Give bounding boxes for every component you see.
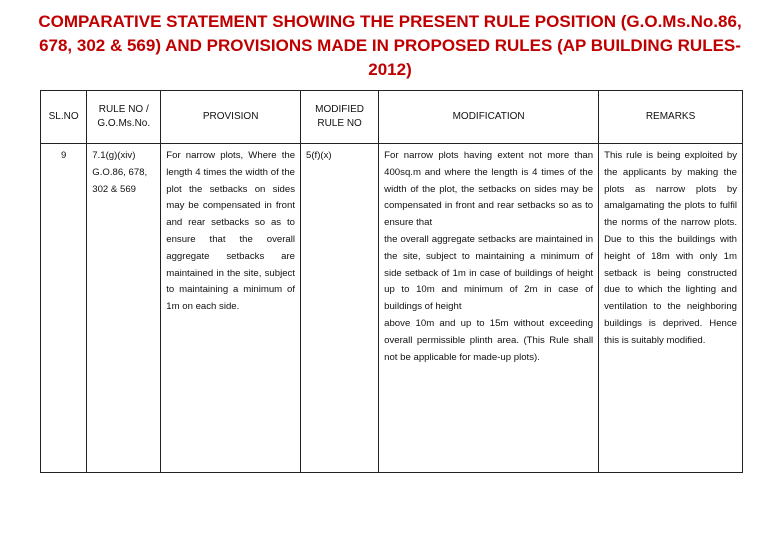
page-title bbox=[30, 10, 750, 82]
title-line-2: 678, 302 & 569) AND PROVISIONS MADE IN PROPOSED RULES (AP BUILDING RULES- bbox=[39, 36, 741, 55]
cell-sl-no: 9 bbox=[41, 144, 87, 473]
header-sl-no: SL.NO bbox=[41, 91, 87, 144]
modification-para-3: above 10m and up to 15m without exceeding overall permissible plinth area. (This Rule shall not be applicable for made-up plots). bbox=[384, 317, 594, 363]
cell-rule-no-line-2: G.O.86, 678, bbox=[92, 166, 148, 178]
cell-modified-rule-no: 5(f)(x) bbox=[301, 144, 379, 473]
header-modification: MODIFICATION bbox=[379, 91, 599, 144]
header-rule-no bbox=[87, 91, 161, 144]
modification-para-1: For narrow plots having extent not more than 400sq.m and where the length is 4 times of the width of the plot, the setbacks on sides may be compensated in front and rear setbacks so as to ensure that bbox=[384, 150, 594, 229]
header-row bbox=[41, 91, 743, 144]
title-line-3: 2012) bbox=[368, 60, 412, 79]
header-provision: PROVISION bbox=[161, 91, 301, 144]
cell-rule-no bbox=[87, 144, 161, 473]
modification-para-2: the overall aggregate setbacks are maintained in the site, subject to maintaining a minimum of side setback of 1m in case of buildings of height up to 10m and minimum of 2m in case of buildings of height bbox=[384, 233, 594, 313]
comparison-table bbox=[40, 90, 743, 473]
cell-rule-no-line-1: 7.1(g)(xiv) bbox=[92, 150, 136, 161]
table-row bbox=[41, 144, 743, 473]
header-modified-line-2: RULE NO bbox=[317, 118, 362, 129]
header-remarks: REMARKS bbox=[599, 91, 743, 144]
cell-remarks: This rule is being exploited by the applicants by making the plots as narrow plots by amalgamating the plots to fulfil the norms of the narrow plots. Due to this the buildings with height of 18m with only 1m setback is being constructed due to which the lighting and ventilation to the neighboring buildings is deprived. Hence this is suitably modified. bbox=[599, 144, 743, 473]
cell-provision: For narrow plots, Where the length 4 times the width of the plot the setbacks on sides may be compensated in front and rear setbacks so as to ensure that the overall aggregate setbacks are maintained in the site, subject to maintaining a minimum of 1m on each side. bbox=[161, 144, 301, 473]
cell-rule-no-line-3: 302 & 569 bbox=[92, 183, 136, 195]
title-line-1: COMPARATIVE STATEMENT SHOWING THE PRESENT RULE POSITION (G.O.Ms.No.86, bbox=[38, 12, 742, 31]
header-modified-rule-no bbox=[301, 91, 379, 144]
header-rule-no-line-1: RULE NO / bbox=[98, 104, 149, 115]
header-rule-no-line-2: G.O.Ms.No. bbox=[97, 118, 151, 129]
cell-modification bbox=[379, 144, 599, 473]
header-modified-line-1: MODIFIED bbox=[315, 104, 365, 115]
